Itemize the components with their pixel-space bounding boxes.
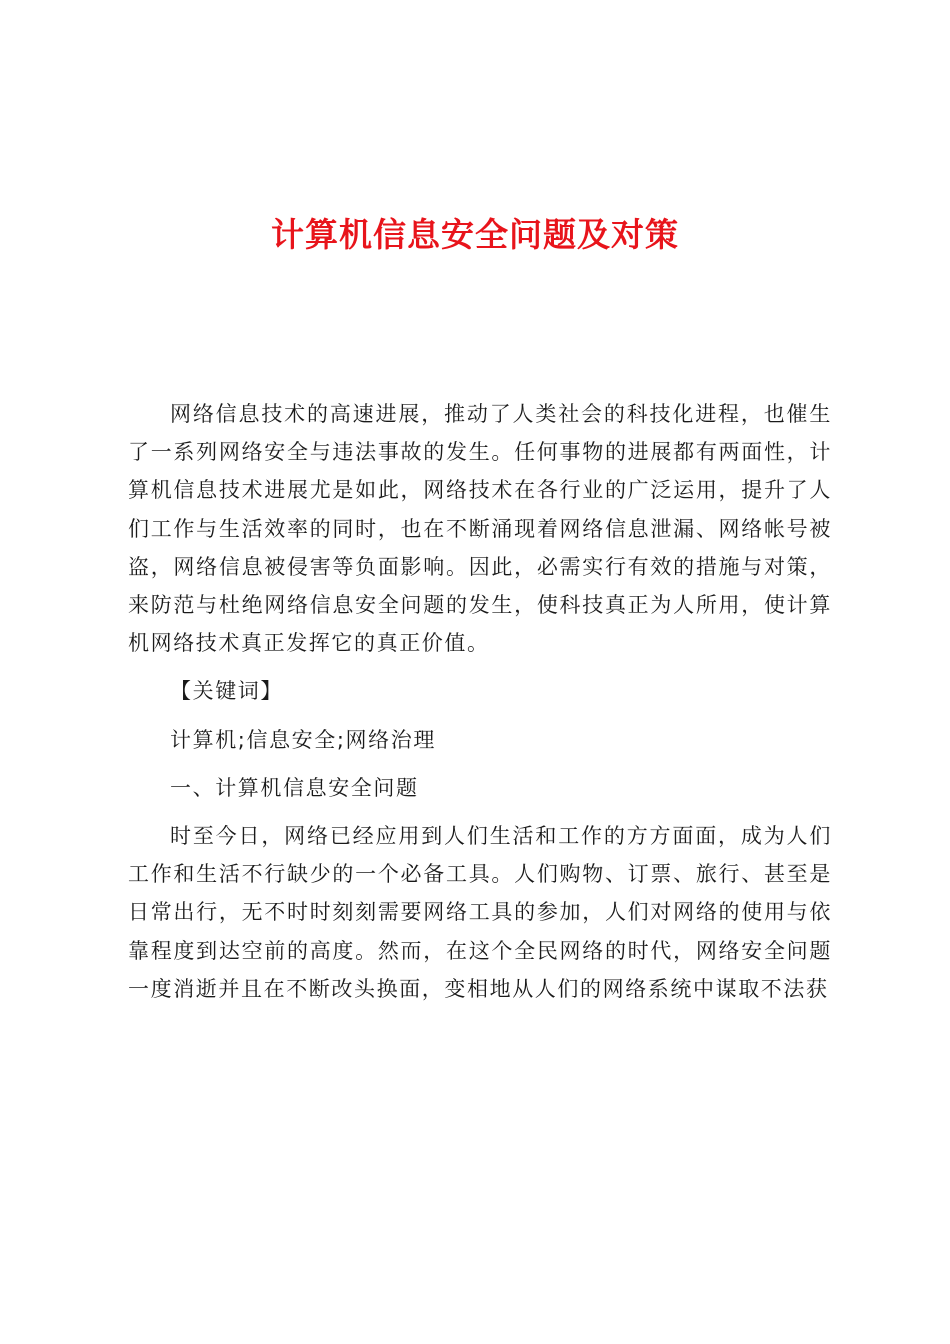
- keywords-list: 计算机;信息安全;网络治理: [170, 727, 436, 752]
- section-paragraph: 时至今日，网络已经应用到人们生活和工作的方方面面，成为人们工作和生活不行缺少的一个必备工具。人们购物、订票、旅行、甚至是日常出行，无不时时刻刻需要网络工具的参加，人们对网络的使用与依靠程度到达空前的高度。然而，在这个全民网络的时代，网络安全问题一度消逝并且在不断改头换面，变相地从人们的网络系统中谋取不法获: [128, 824, 832, 1001]
- keywords-heading: 【关键词】: [170, 679, 283, 704]
- document-body: [128, 395, 832, 1018]
- section-heading: 一、计算机信息安全问题: [170, 775, 419, 800]
- document-title: 计算机信息安全问题及对策: [271, 215, 679, 254]
- abstract-paragraph: 网络信息技术的高速进展，推动了人类社会的科技化进程，也催生了一系列网络安全与违法事故的发生。任何事物的进展都有两面性，计算机信息技术进展尤是如此，网络技术在各行业的广泛运用，提升了人们工作与生活效率的同时，也在不断涌现着网络信息泄漏、网络帐号被盗，网络信息被侵害等负面影响。因此，必需实行有效的措施与对策，来防范与杜绝网络信息安全问题的发生，使科技真正为人所用，使计算机网络技术真正发挥它的真正价值。: [128, 402, 832, 656]
